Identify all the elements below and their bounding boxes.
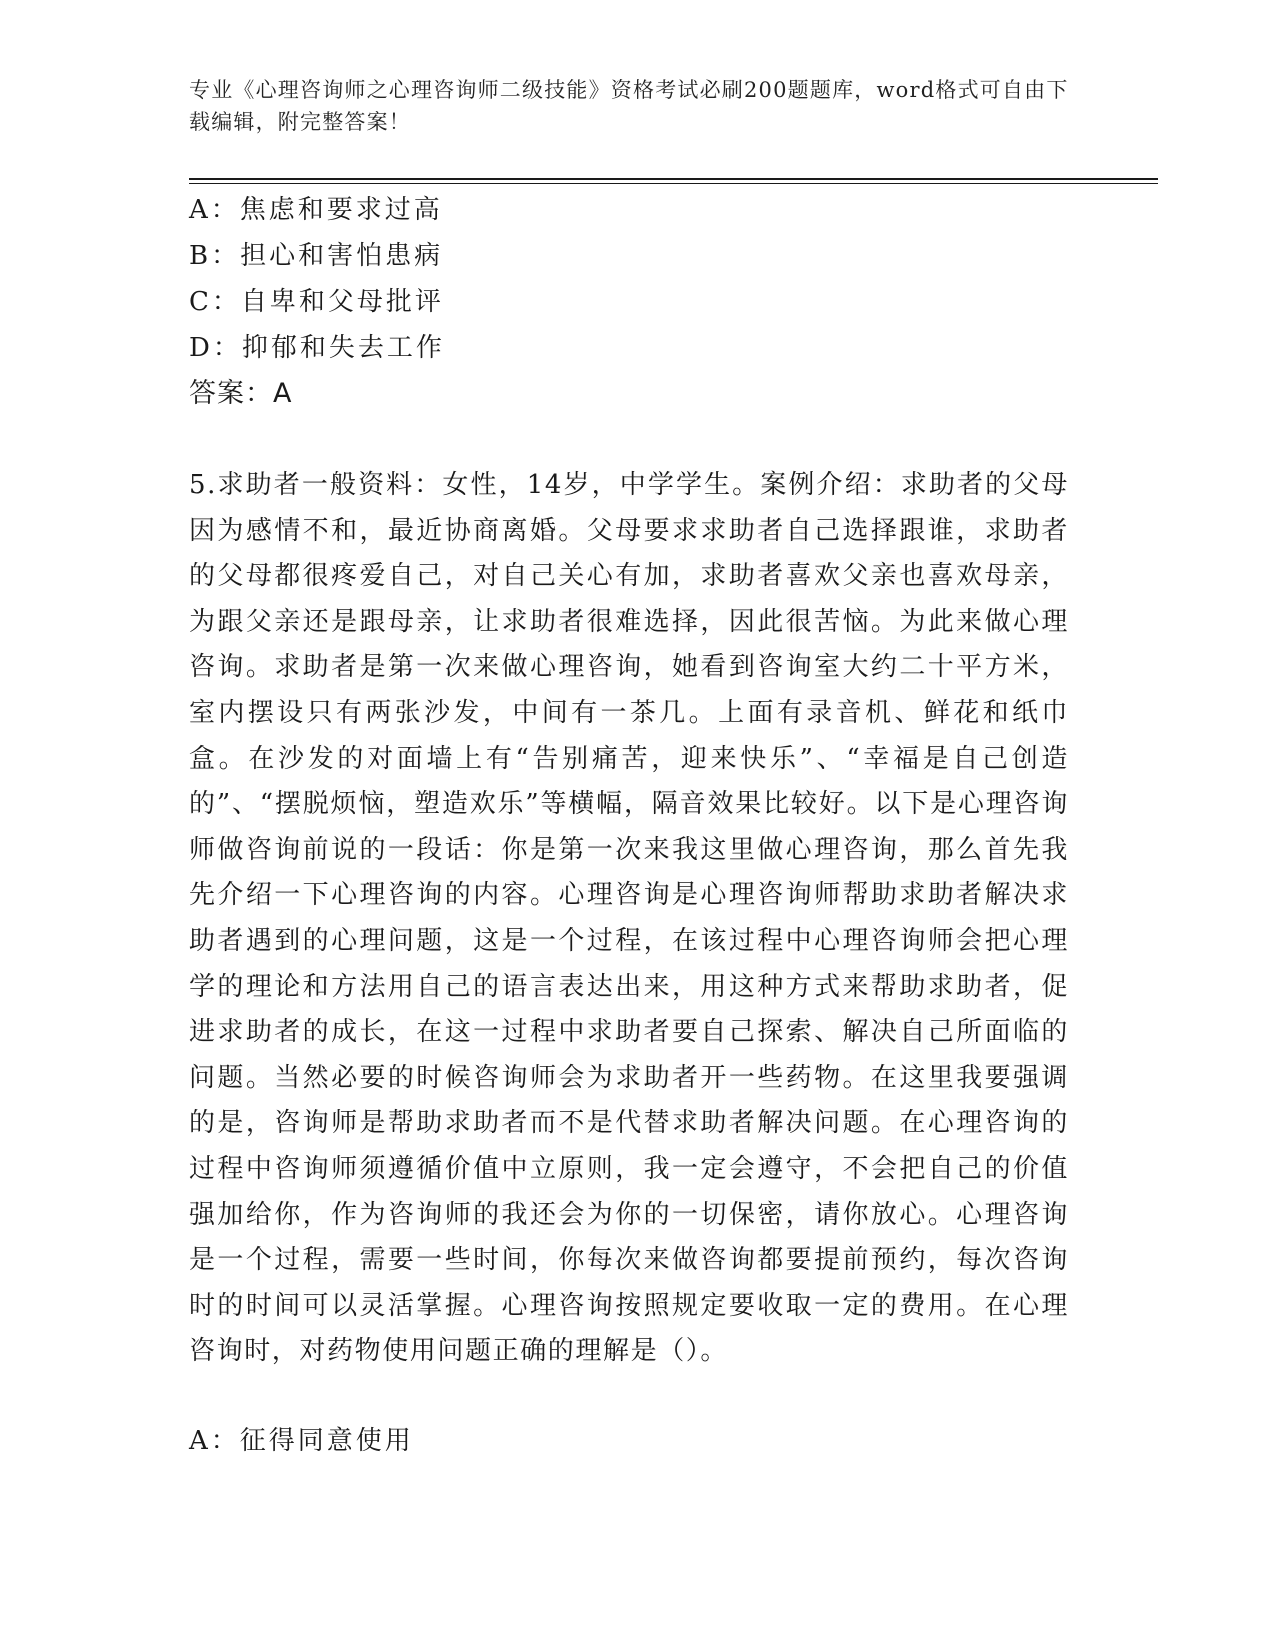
option-b: B：担心和害怕患病 xyxy=(189,241,444,271)
question-5-text: 5.求助者一般资料：女性，14岁，中学学生。案例介绍：求助者的父母因为感情不和，最近协商离婚。父母要求求助者自己选择跟谁，求助者的父母都很疼爱自己，对自己关心有加，求助者喜欢父亲也喜欢母亲，为跟父亲还是跟母亲，让求助者很难选择，因此很苦恼。为此来做心理咨询。求助者是第一次来做心理咨询，她看到咨询室大约二十平方米，室内摆设只有两张沙发，中间有一茶几。上面有录音机、鲜花和纸巾盒。在沙发的对面墙上有“告别痛苦，迎来快乐”、“幸福是自己创造的”、“摆脱烦恼，塑造欢乐”等横幅，隔音效果比较好。以下是心理咨询师做咨询前说的一段话：你是第一次来我这里做心理咨询，那么首先我先介绍一下心理咨询的内容。心理咨询是心理咨询师帮助求助者解决求助者遇到的心理问题，这是一个过程，在该过程中心理咨询师会把心理学的理论和方法用自己的语言表达出来，用这种方式来帮助求助者，促进求助者的成长，在这一过程中求助者要自己探索、解决自己所面临的问题。当然必要的时候咨询师会为求助者开一些药物。在这里我要强调的是，咨询师是帮助求助者而不是代替求助者解决问题。在心理咨询的过程中咨询师须遵循价值中立原则，我一定会遵守，不会把自己的价值强加给你，作为咨询师的我还会为你的一切保密，请你放心。心理咨询是一个过程，需要一些时间，你每次来做咨询都要提前预约，每次咨询时的时间可以灵活掌握。心理咨询按照规定要收取一定的费用。在心理咨询时，对药物使用问题正确的理解是（）。 xyxy=(189,470,1069,1367)
option-c: C：自卑和父母批评 xyxy=(189,287,444,317)
header-rule-thin xyxy=(189,183,1158,184)
option-a: A：焦虑和要求过高 xyxy=(189,195,443,225)
previous-question-options xyxy=(189,187,1089,371)
header-rule-thick xyxy=(189,178,1158,180)
document-header: 专业《心理咨询师之心理咨询师二级技能》资格考试必刷200题题库，word格式可自由下载编辑，附完整答案！ xyxy=(189,78,1069,134)
option-d: D：抑郁和失去工作 xyxy=(189,333,445,363)
question-5-option-a: A：征得同意使用 xyxy=(189,1426,414,1456)
answer-line: 答案：A xyxy=(189,378,293,409)
